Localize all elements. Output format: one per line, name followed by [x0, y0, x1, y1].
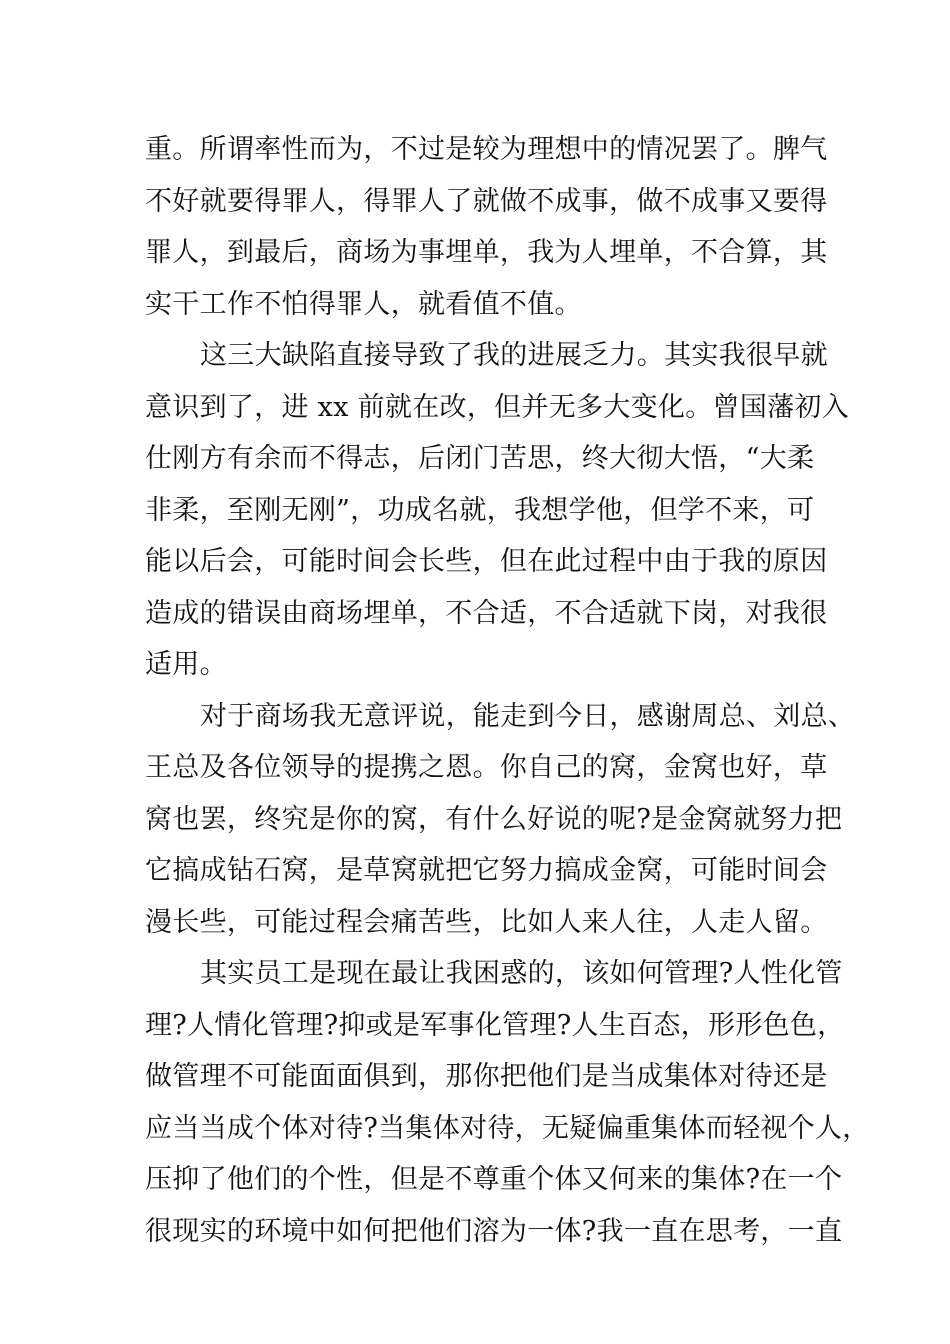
- text-line: 意识到了，进 xx 前就在改，但并无多大变化。曾国藩初入: [145, 391, 850, 423]
- text-line: 很现实的环境中如何把他们溶为一体?我一直在思考，一直: [145, 1215, 843, 1247]
- text-line: 王总及各位领导的提携之恩。你自己的窝，金窝也好，草: [145, 752, 828, 783]
- text-line: 理?人情化管理?抑或是军事化管理?人生百态，形形色色，: [145, 1009, 845, 1041]
- text-line: 重。所谓率性而为，不过是较为理想中的情况罢了。脾气: [145, 134, 828, 165]
- text-line: 漫长些，可能过程会痛苦些，比如人来人往，人走人留。: [145, 906, 828, 938]
- paragraph-2: [145, 330, 850, 691]
- text-line: 压抑了他们的个性，但是不尊重个体又何来的集体?在一个: [145, 1164, 843, 1195]
- text-line: 能以后会，可能时间会长些，但在此过程中由于我的原因: [145, 546, 828, 577]
- text-line: 非柔，至刚无刚”，功成名就，我想学他，但学不来，可: [145, 494, 815, 526]
- document-body: [145, 124, 870, 1257]
- text-line: 窝也罢，终究是你的窝，有什么好说的呢?是金窝就努力把: [145, 803, 843, 835]
- text-line: 这三大缺陷直接导致了我的进展乏力。其实我很早就: [200, 340, 828, 371]
- text-line: 它搞成钻石窝，是草窝就把它努力搞成金窝，可能时间会: [145, 855, 828, 886]
- text-line: 适用。: [145, 649, 227, 680]
- text-line: 实干工作不怕得罪人，就看值不值。: [145, 288, 582, 320]
- paragraph-4: [145, 948, 870, 1257]
- text-line: 造成的错误由商场埋单，不合适，不合适就下岗，对我很: [145, 597, 828, 629]
- paragraph-3: [145, 691, 856, 949]
- text-line: 罪人，到最后，商场为事埋单，我为人埋单，不合算，其: [145, 237, 828, 268]
- text-line: 做管理不可能面面俱到，那你把他们是当成集体对待还是: [145, 1061, 828, 1092]
- text-line: 其实员工是现在最让我困惑的，该如何管理?人性化管: [200, 958, 843, 989]
- paragraph-1: [145, 124, 828, 330]
- text-line: 不好就要得罪人，得罪人了就做不成事，做不成事又要得: [145, 185, 828, 217]
- text-line: 应当当成个体对待?当集体对待，无疑偏重集体而轻视个人，: [145, 1112, 870, 1144]
- text-line: 对于商场我无意评说，能走到今日，感谢周总、刘总、: [200, 700, 856, 732]
- text-line: 仕刚方有余而不得志，后闭门苦思，终大彻大悟，“大柔: [145, 443, 815, 474]
